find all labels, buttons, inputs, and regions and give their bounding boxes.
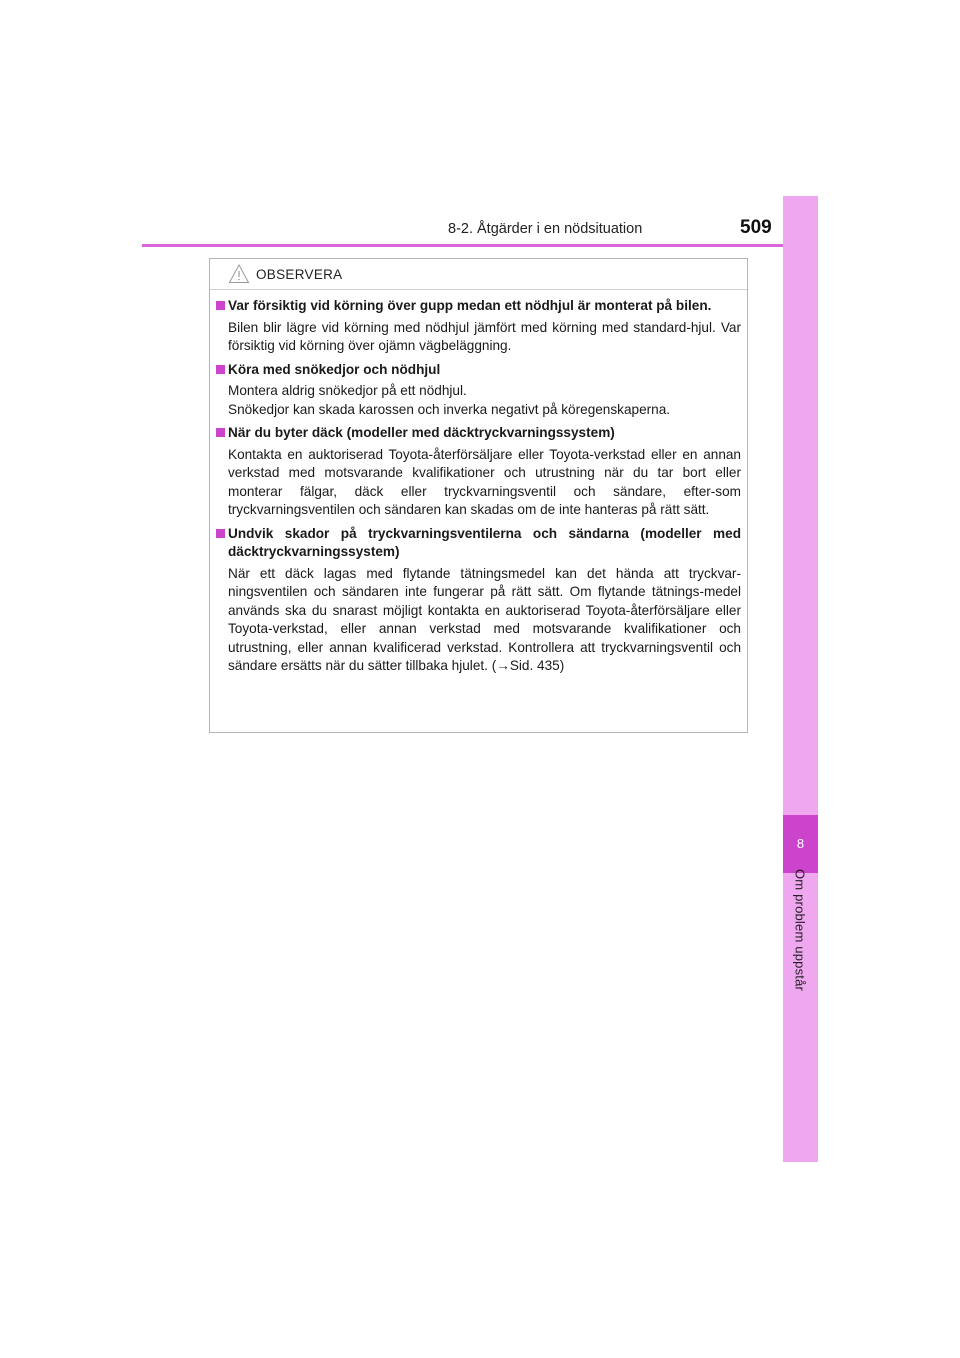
notice-title: OBSERVERA [256, 266, 343, 282]
notice-item [216, 297, 741, 356]
notice-content [216, 297, 741, 681]
header-rule [142, 244, 818, 247]
notice-item [216, 424, 741, 520]
chapter-number-tab: 8 [783, 815, 818, 873]
chapter-side-tab [783, 196, 818, 1162]
notice-item-heading-text: Köra med snökedjor och nödhjul [228, 361, 441, 377]
bullet-square-icon [216, 428, 225, 437]
notice-item-body [216, 446, 741, 520]
notice-box [209, 258, 748, 733]
notice-item-paragraph: Bilen blir lägre vid körning med nödhjul jämfört med körning med standard-hjul. Var försiktig vid körning över ojämn vägbeläggning. [228, 319, 741, 353]
notice-item-paragraph: Montera aldrig snökedjor på ett nödhjul. [228, 383, 467, 398]
notice-header [228, 259, 342, 289]
notice-item-heading-text: Undvik skador på tryckvarningsventilerna och sändarna (modeller med däcktryckvarningssystem) [228, 525, 741, 559]
notice-item-body [216, 319, 741, 356]
bullet-square-icon [216, 365, 225, 374]
notice-item-heading-text: När du byter däck (modeller med däcktryckvarningssystem) [228, 425, 615, 440]
notice-item-body [216, 565, 741, 676]
page-number: 509 [740, 217, 772, 238]
chapter-title-text: Om problem uppstår [792, 868, 808, 992]
notice-item-body [216, 382, 741, 419]
notice-item-heading [216, 525, 741, 562]
notice-item [216, 525, 741, 676]
notice-item-heading-text: Var försiktig vid körning över gupp medan ett nödhjul är monterat på bilen. [228, 298, 712, 313]
notice-item-heading [216, 424, 741, 443]
notice-item [216, 361, 741, 420]
bullet-square-icon [216, 301, 225, 310]
running-header-section: 8-2. Åtgärder i en nödsituation [448, 221, 643, 237]
notice-item-paragraph: Kontakta en auktoriserad Toyota-återförsäljare eller Toyota-verkstad eller en annan verkstad med motsvarande kvalifikationer och utrustning när du tar bort eller monterar fälgar, däck eller tryckvarningsventil och sändare, efter-som tryckvarningsventilen och sändaren kan skadas om de inte hanteras på rätt sätt. [228, 446, 741, 517]
bullet-square-icon [216, 529, 225, 538]
notice-title-divider [210, 289, 747, 290]
warning-triangle-icon [228, 263, 250, 285]
notice-item-paragraph: Snökedjor kan skada karossen och inverka negativt på köregenskaperna. [228, 401, 671, 417]
notice-item-heading [216, 297, 741, 316]
notice-item-paragraph: När ett däck lagas med flytande tätningsmedel kan det hända att tryckvar-ningsventilen och sändaren inte fungerar på rätt sätt. Om flytande tätnings-medel används ska du snarast möjligt kontakta en auktoriserad Toyota-återförsäljare eller Toyota-verkstad, eller annan verkstad med motsvarande kvalifikationer och utrustning, eller annan kvalificerad verkstad. Kontrollera att tryckvarningsventil och sändare ersätts när du sätter tillbaka hjulet. (→Sid. 435) [228, 565, 741, 673]
notice-item-heading [216, 361, 741, 380]
